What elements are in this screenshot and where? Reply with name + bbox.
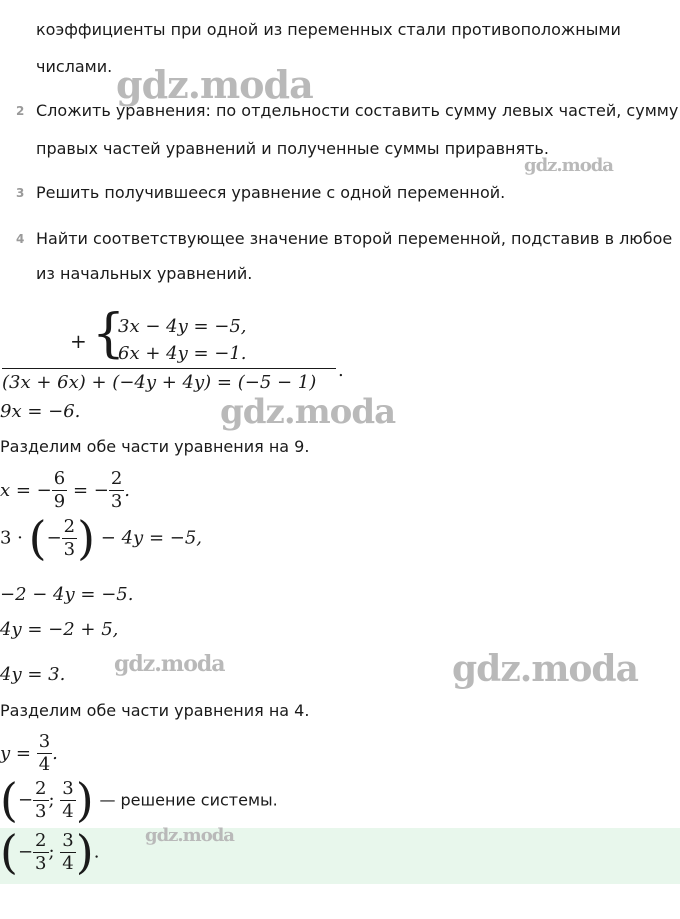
step-4-line-2: из начальных уравнений. — [36, 264, 253, 283]
denominator: 9 — [53, 491, 66, 512]
fraction-2-3-ans — [33, 829, 48, 874]
right-paren: ) — [77, 511, 96, 565]
step-1-line-2: числами. — [36, 57, 113, 76]
equation-9x: 9x = −6. — [0, 401, 81, 422]
y-left: y = — [0, 743, 37, 764]
fraction-2-3-sol — [33, 777, 48, 822]
step-1-line-1: коэффициенты при одной из переменных стали противоположными — [36, 20, 621, 39]
fraction-3-4-ans — [60, 829, 75, 874]
denominator: 4 — [38, 754, 51, 775]
system-brace: { — [92, 304, 126, 364]
equation-1: 3x − 4y = −5, — [118, 316, 247, 337]
denominator: 4 — [62, 800, 74, 822]
numerator: 3 — [62, 829, 74, 851]
step-4-line-1: Найти соответствующее значение второй переменной, подставив в любое — [36, 229, 673, 248]
fraction-3-4-sol — [60, 777, 75, 822]
left-paren: ( — [0, 825, 18, 879]
equation-4y-sum: 4y = −2 + 5, — [0, 619, 119, 640]
equation-2: 6x + 4y = −1. — [118, 343, 247, 364]
x-value — [0, 470, 130, 511]
sub-left: 3 · — [0, 527, 29, 549]
answer-highlight — [0, 825, 680, 884]
watermark: gdz.moda — [114, 651, 225, 677]
numerator: 6 — [53, 468, 66, 489]
watermark: gdz.moda — [524, 155, 613, 176]
step-number-3: 3 — [16, 186, 25, 200]
denominator: 3 — [110, 491, 123, 512]
x-end: . — [124, 480, 131, 501]
solution-line: (− $\frac{2}{3}$ ; $\frac{3}{4}$ ) — решение системы. — [0, 773, 278, 827]
fraction-2-3-sub — [62, 515, 77, 560]
left-paren: ( — [28, 511, 47, 565]
fraction-6-9 — [52, 470, 67, 511]
numerator: 3 — [38, 731, 51, 752]
sum-dot: . — [338, 360, 344, 381]
divide-by-9-text: Разделим обе части уравнения на 9. — [0, 437, 310, 456]
sum-equation: (3x + 6x) + (−4y + 4y) = (−5 − 1) — [2, 372, 317, 393]
equation-4y-3: 4y = 3. — [0, 664, 66, 685]
denominator: 3 — [35, 800, 47, 822]
sum-rule — [2, 368, 336, 369]
numerator: 2 — [35, 829, 47, 851]
denominator: 3 — [63, 538, 76, 560]
step-number-2: 2 — [16, 104, 25, 118]
step-number-4: 4 — [16, 232, 25, 246]
answer-end: . — [93, 841, 100, 863]
right-paren: ) — [75, 773, 94, 827]
watermark: gdz.moda — [220, 392, 396, 432]
divide-by-4-text: Разделим обе части уравнения на 4. — [0, 701, 310, 720]
fraction-2-3 — [109, 470, 124, 511]
solution-text: — решение системы. — [99, 790, 278, 810]
equation-minus2: −2 − 4y = −5. — [0, 584, 134, 605]
x-left: x = − — [0, 480, 52, 501]
right-paren: ) — [75, 825, 94, 879]
watermark: gdz.moda — [145, 825, 234, 846]
step-3-line-1: Решить получившееся уравнение с одной переменной. — [36, 183, 506, 202]
numerator: 2 — [110, 468, 123, 489]
numerator: 2 — [35, 777, 47, 799]
watermark: gdz.moda — [116, 62, 313, 107]
numerator: 2 — [63, 515, 76, 537]
answer-line: (− $\frac{2}{3}$ ; $\frac{3}{4}$ ). — [0, 825, 100, 879]
plus-sign: + — [70, 329, 87, 353]
left-paren: ( — [0, 773, 18, 827]
fraction-3-4 — [37, 733, 52, 774]
sub-right: − 4y = −5, — [95, 527, 203, 549]
step-2-line-2: правых частей уравнений и полученные суммы приравнять. — [36, 139, 549, 158]
y-value — [0, 733, 58, 774]
step-2-line-1: Сложить уравнения: по отдельности составить сумму левых частей, сумму — [36, 101, 679, 120]
denominator: 3 — [35, 852, 47, 874]
denominator: 4 — [62, 852, 74, 874]
numerator: 3 — [62, 777, 74, 799]
substitution-line: 3 · (− $\frac{2}{3}$ ) − 4y = −5, — [0, 511, 203, 565]
x-mid: = − — [67, 480, 109, 501]
watermark: gdz.moda — [452, 648, 638, 690]
y-end: . — [52, 743, 58, 764]
